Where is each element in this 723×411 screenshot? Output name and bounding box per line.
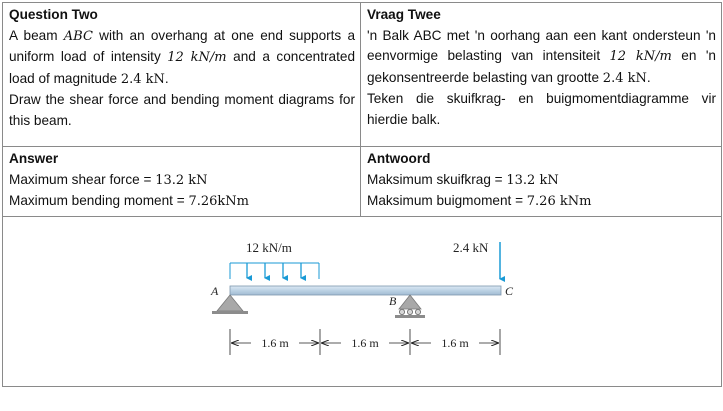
roller-support-icon	[399, 295, 421, 309]
dimension-lines	[230, 329, 500, 355]
point-b-label: B	[389, 293, 397, 308]
answer-heading-af: Antwoord	[367, 151, 431, 166]
beam-diagram	[3, 217, 720, 380]
beam	[230, 286, 501, 295]
document	[2, 2, 721, 409]
answer-afrikaans	[361, 147, 722, 217]
answer-heading-en: Answer	[9, 151, 59, 166]
point-c-label: C	[505, 283, 514, 298]
answer-moment-af: Maksimum buigmoment = 7.26 kNm	[367, 193, 592, 209]
question-afrikaans	[361, 3, 722, 147]
ground-plate	[212, 311, 248, 314]
distributed-load-label: 12 kN/m	[246, 239, 292, 255]
roller-wheel-icon	[407, 309, 412, 314]
question-english	[3, 3, 361, 147]
dimension-label-3: 1.6 m	[441, 335, 469, 350]
dimension-label-2: 1.6 m	[351, 335, 379, 350]
roller-wheel-icon	[415, 309, 420, 314]
question-heading-en: Question Two	[9, 7, 98, 22]
answer-english	[3, 147, 361, 217]
question-task-af: Teken die skuifkrag- en buigmomentdiagramme vir hierdie balk.	[367, 91, 716, 127]
question-heading-af: Vraag Twee	[367, 7, 441, 22]
beam-figure-cell	[3, 216, 722, 387]
roller-support-b	[389, 294, 425, 318]
distributed-load	[230, 240, 319, 279]
answer-moment-en: Maximum bending moment = 7.26kNm	[9, 193, 249, 209]
question-task-en: Draw the shear force and bending moment diagrams for this beam.	[9, 92, 355, 128]
point-a-label: A	[211, 283, 219, 298]
dimension-label-1: 1.6 m	[261, 335, 289, 350]
roller-wheel-icon	[399, 309, 404, 314]
answer-shear-af: Maksimum skuifkrag = 13.2 kN	[367, 171, 559, 188]
question-text-en: A beam ABC with an overhang at one end supports a uniform load of intensity 12 kN/m and a concentrated load of magnitude 2.4 kN.	[9, 27, 356, 87]
point-load	[453, 240, 500, 279]
qa-table	[2, 2, 722, 387]
ground-plate	[395, 315, 425, 318]
pin-support-icon	[217, 295, 243, 311]
point-load-label: 2.4 kN	[453, 239, 489, 255]
question-text-af: 'n Balk ABC met 'n oorhang aan een kant ondersteun 'n eenvormige belasting van intensiteit 12 kN/m en 'n gekonsentreerde belasting van grootte 2.4 kN.	[367, 27, 716, 86]
answer-shear-en: Maximum shear force = 13.2 kN	[9, 171, 208, 188]
